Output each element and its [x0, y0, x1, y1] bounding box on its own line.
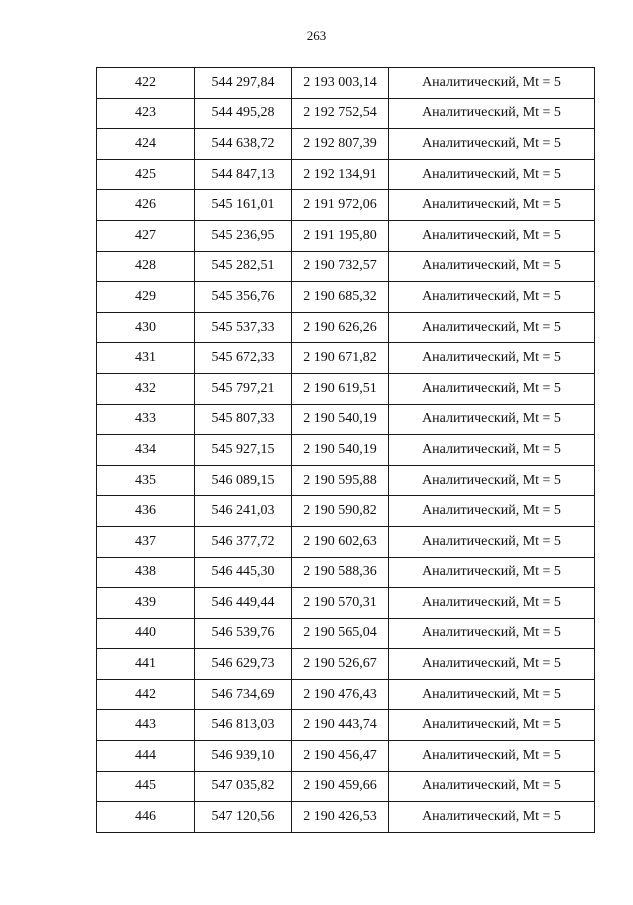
x-coordinate-cell: 545 797,21	[195, 373, 292, 404]
y-coordinate-cell: 2 192 134,91	[292, 159, 389, 190]
coordinates-table	[96, 67, 595, 833]
x-coordinate-cell: 545 807,33	[195, 404, 292, 435]
table-row	[97, 312, 595, 343]
method-cell: Аналитический, Mt = 5	[389, 190, 595, 221]
x-coordinate-cell: 544 638,72	[195, 129, 292, 160]
method-cell: Аналитический, Mt = 5	[389, 159, 595, 190]
method-cell: Аналитический, Mt = 5	[389, 526, 595, 557]
point-number-cell: 430	[97, 312, 195, 343]
table-row	[97, 68, 595, 99]
point-number-cell: 438	[97, 557, 195, 588]
method-cell: Аналитический, Mt = 5	[389, 282, 595, 313]
y-coordinate-cell: 2 190 626,26	[292, 312, 389, 343]
y-coordinate-cell: 2 190 459,66	[292, 771, 389, 802]
table-row	[97, 710, 595, 741]
point-number-cell: 445	[97, 771, 195, 802]
page-number: 263	[306, 28, 327, 43]
table-row	[97, 588, 595, 619]
point-number-cell: 446	[97, 802, 195, 833]
y-coordinate-cell: 2 191 972,06	[292, 190, 389, 221]
point-number-cell: 437	[97, 526, 195, 557]
point-number-cell: 433	[97, 404, 195, 435]
point-number-cell: 440	[97, 618, 195, 649]
y-coordinate-cell: 2 190 588,36	[292, 557, 389, 588]
method-cell: Аналитический, Mt = 5	[389, 618, 595, 649]
table-row	[97, 802, 595, 833]
y-coordinate-cell: 2 193 003,14	[292, 68, 389, 99]
table-row	[97, 404, 595, 435]
y-coordinate-cell: 2 190 526,67	[292, 649, 389, 680]
method-cell: Аналитический, Mt = 5	[389, 98, 595, 129]
table-row	[97, 771, 595, 802]
point-number-cell: 423	[97, 98, 195, 129]
method-cell: Аналитический, Mt = 5	[389, 802, 595, 833]
x-coordinate-cell: 545 927,15	[195, 435, 292, 466]
method-cell: Аналитический, Mt = 5	[389, 741, 595, 772]
point-number-cell: 439	[97, 588, 195, 619]
point-number-cell: 424	[97, 129, 195, 160]
table-row	[97, 465, 595, 496]
table-row	[97, 435, 595, 466]
point-number-cell: 425	[97, 159, 195, 190]
method-cell: Аналитический, Mt = 5	[389, 496, 595, 527]
x-coordinate-cell: 547 120,56	[195, 802, 292, 833]
y-coordinate-cell: 2 190 540,19	[292, 435, 389, 466]
point-number-cell: 435	[97, 465, 195, 496]
method-cell: Аналитический, Mt = 5	[389, 557, 595, 588]
table-row	[97, 129, 595, 160]
x-coordinate-cell: 544 297,84	[195, 68, 292, 99]
x-coordinate-cell: 545 161,01	[195, 190, 292, 221]
x-coordinate-cell: 545 672,33	[195, 343, 292, 374]
table-row	[97, 98, 595, 129]
method-cell: Аналитический, Mt = 5	[389, 679, 595, 710]
point-number-cell: 429	[97, 282, 195, 313]
coordinates-table-body	[97, 68, 595, 833]
table-row	[97, 343, 595, 374]
table-row	[97, 373, 595, 404]
y-coordinate-cell: 2 190 595,88	[292, 465, 389, 496]
x-coordinate-cell: 546 734,69	[195, 679, 292, 710]
y-coordinate-cell: 2 190 671,82	[292, 343, 389, 374]
y-coordinate-cell: 2 190 426,53	[292, 802, 389, 833]
method-cell: Аналитический, Mt = 5	[389, 251, 595, 282]
x-coordinate-cell: 546 939,10	[195, 741, 292, 772]
table-row	[97, 618, 595, 649]
point-number-cell: 431	[97, 343, 195, 374]
method-cell: Аналитический, Mt = 5	[389, 771, 595, 802]
y-coordinate-cell: 2 190 476,43	[292, 679, 389, 710]
method-cell: Аналитический, Mt = 5	[389, 465, 595, 496]
x-coordinate-cell: 546 377,72	[195, 526, 292, 557]
y-coordinate-cell: 2 191 195,80	[292, 220, 389, 251]
x-coordinate-cell: 545 282,51	[195, 251, 292, 282]
x-coordinate-cell: 546 539,76	[195, 618, 292, 649]
point-number-cell: 443	[97, 710, 195, 741]
table-row	[97, 159, 595, 190]
x-coordinate-cell: 545 236,95	[195, 220, 292, 251]
table-row	[97, 190, 595, 221]
method-cell: Аналитический, Mt = 5	[389, 312, 595, 343]
table-row	[97, 557, 595, 588]
y-coordinate-cell: 2 190 685,32	[292, 282, 389, 313]
method-cell: Аналитический, Mt = 5	[389, 220, 595, 251]
y-coordinate-cell: 2 190 443,74	[292, 710, 389, 741]
table-row	[97, 679, 595, 710]
y-coordinate-cell: 2 192 807,39	[292, 129, 389, 160]
point-number-cell: 428	[97, 251, 195, 282]
y-coordinate-cell: 2 190 570,31	[292, 588, 389, 619]
y-coordinate-cell: 2 190 590,82	[292, 496, 389, 527]
point-number-cell: 441	[97, 649, 195, 680]
x-coordinate-cell: 547 035,82	[195, 771, 292, 802]
point-number-cell: 422	[97, 68, 195, 99]
x-coordinate-cell: 544 495,28	[195, 98, 292, 129]
method-cell: Аналитический, Mt = 5	[389, 710, 595, 741]
table-row	[97, 526, 595, 557]
x-coordinate-cell: 546 813,03	[195, 710, 292, 741]
y-coordinate-cell: 2 190 456,47	[292, 741, 389, 772]
table-row	[97, 251, 595, 282]
method-cell: Аналитический, Mt = 5	[389, 435, 595, 466]
x-coordinate-cell: 544 847,13	[195, 159, 292, 190]
x-coordinate-cell: 546 629,73	[195, 649, 292, 680]
y-coordinate-cell: 2 190 732,57	[292, 251, 389, 282]
table-row	[97, 282, 595, 313]
point-number-cell: 442	[97, 679, 195, 710]
method-cell: Аналитический, Mt = 5	[389, 404, 595, 435]
point-number-cell: 444	[97, 741, 195, 772]
method-cell: Аналитический, Mt = 5	[389, 373, 595, 404]
y-coordinate-cell: 2 190 602,63	[292, 526, 389, 557]
y-coordinate-cell: 2 190 619,51	[292, 373, 389, 404]
table-row	[97, 496, 595, 527]
method-cell: Аналитический, Mt = 5	[389, 649, 595, 680]
x-coordinate-cell: 546 241,03	[195, 496, 292, 527]
x-coordinate-cell: 545 356,76	[195, 282, 292, 313]
point-number-cell: 434	[97, 435, 195, 466]
method-cell: Аналитический, Mt = 5	[389, 343, 595, 374]
y-coordinate-cell: 2 192 752,54	[292, 98, 389, 129]
point-number-cell: 432	[97, 373, 195, 404]
table-row	[97, 649, 595, 680]
table-row	[97, 741, 595, 772]
method-cell: Аналитический, Mt = 5	[389, 68, 595, 99]
x-coordinate-cell: 546 089,15	[195, 465, 292, 496]
method-cell: Аналитический, Mt = 5	[389, 129, 595, 160]
point-number-cell: 426	[97, 190, 195, 221]
x-coordinate-cell: 546 449,44	[195, 588, 292, 619]
method-cell: Аналитический, Mt = 5	[389, 588, 595, 619]
x-coordinate-cell: 546 445,30	[195, 557, 292, 588]
x-coordinate-cell: 545 537,33	[195, 312, 292, 343]
y-coordinate-cell: 2 190 565,04	[292, 618, 389, 649]
point-number-cell: 436	[97, 496, 195, 527]
y-coordinate-cell: 2 190 540,19	[292, 404, 389, 435]
point-number-cell: 427	[97, 220, 195, 251]
table-row	[97, 220, 595, 251]
